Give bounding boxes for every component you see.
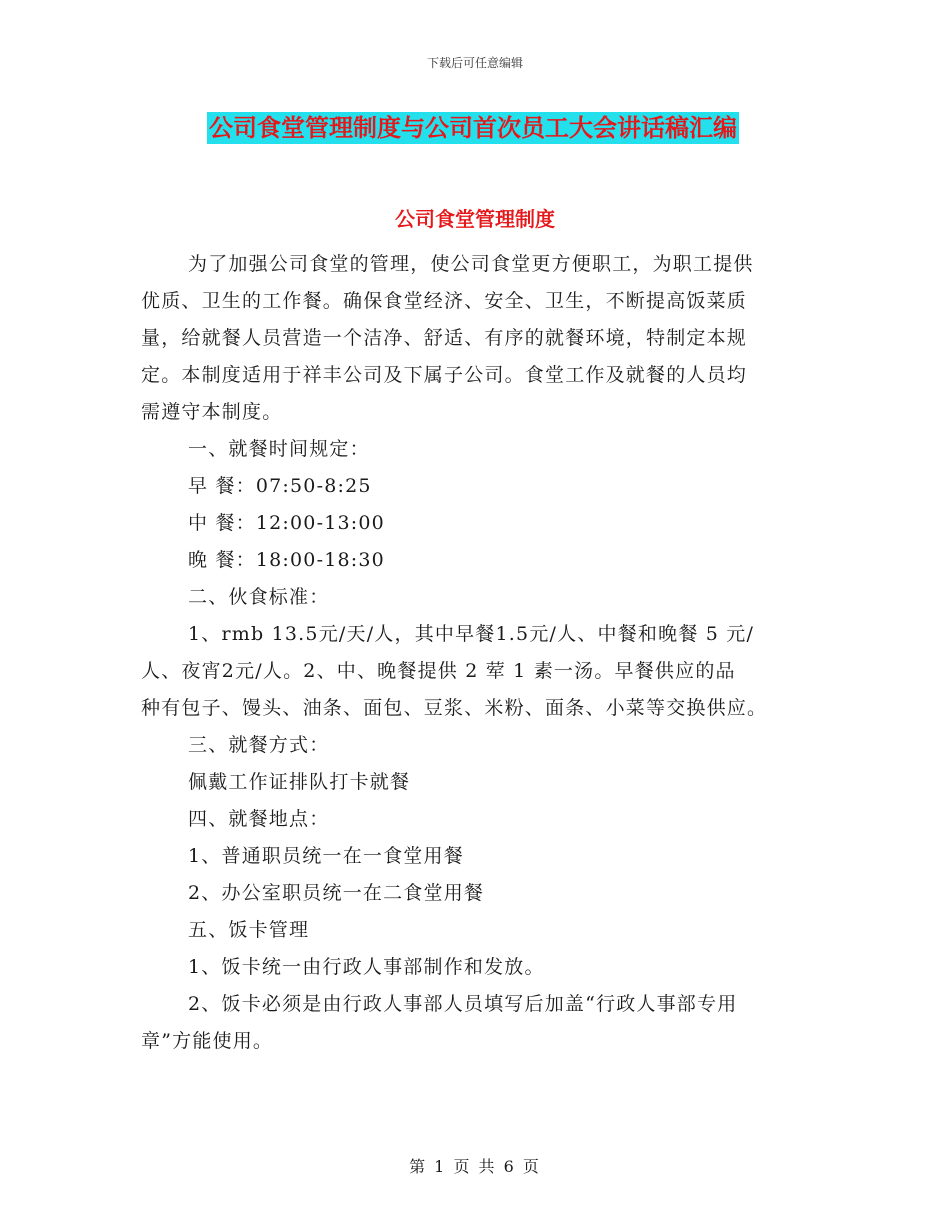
paragraph-line: 量，给就餐人员营造一个洁净、舒适、有序的就餐环境，特制定本规 <box>141 327 748 349</box>
section-heading: 三、就餐方式： <box>188 734 330 756</box>
list-item: 中 餐：12:00-13:00 <box>188 512 385 534</box>
list-item: 1、饭卡统一由行政人事部制作和发放。 <box>188 956 545 978</box>
list-item: 1、普通职员统一在一食堂用餐 <box>188 845 464 867</box>
paragraph-line: 人、夜宵2元/人。2、中、晚餐提供 2 荤 1 素一汤。早餐供应的品 <box>141 660 736 682</box>
paragraph-line: 定。本制度适用于祥丰公司及下属子公司。食堂工作及就餐的人员均 <box>141 364 748 386</box>
paragraph-line: 优质、卫生的工作餐。确保食堂经济、安全、卫生，不断提高饭菜质 <box>141 290 748 312</box>
section-heading: 一、就餐时间规定： <box>188 438 370 460</box>
paragraph-line: 1、rmb 13.5元/天/人，其中早餐1.5元/人、中餐和晚餐 5 元/ <box>188 623 755 645</box>
list-item: 2、办公室职员统一在二食堂用餐 <box>188 882 485 904</box>
list-item: 早 餐：07:50-8:25 <box>188 475 372 497</box>
paragraph-line: 需遵守本制度。 <box>141 401 283 423</box>
paragraph-line: 种有包子、馒头、油条、面包、豆浆、米粉、面条、小菜等交换供应。 <box>141 697 768 719</box>
list-item: 2、饭卡必须是由行政人事部人员填写后加盖“行政人事部专用 <box>188 993 738 1015</box>
document-title: 公司食堂管理制度与公司首次员工大会讲话稿汇编 <box>209 113 737 142</box>
list-item: 佩戴工作证排队打卡就餐 <box>188 771 411 793</box>
section-heading: 五、饭卡管理 <box>188 919 310 941</box>
paragraph-line: 章”方能使用。 <box>141 1030 274 1052</box>
section-heading: 二、伙食标准： <box>188 586 330 608</box>
page-header-note: 下载后可任意编辑 <box>426 56 523 70</box>
list-item: 晚 餐：18:00-18:30 <box>188 549 385 571</box>
paragraph-line: 为了加强公司食堂的管理，使公司食堂更方便职工，为职工提供 <box>188 253 754 275</box>
section-heading: 四、就餐地点： <box>188 808 330 830</box>
section-title: 公司食堂管理制度 <box>395 207 555 231</box>
page-number: 第 1 页 共 6 页 <box>409 1157 541 1176</box>
